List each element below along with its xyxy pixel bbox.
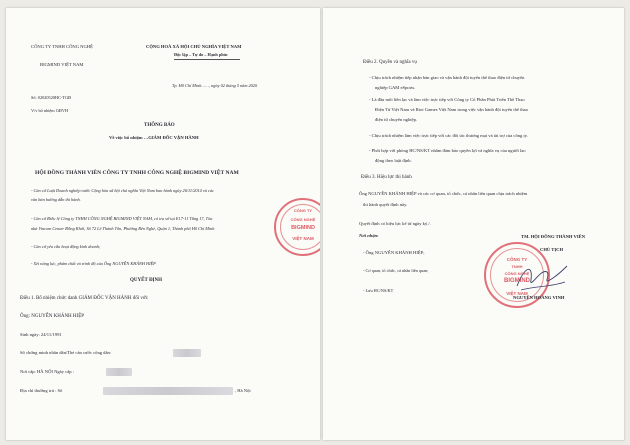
redacted-issue-date [106,368,132,376]
company-name-line2: BIGMIND VIỆT NAM [40,62,84,67]
effect-line-1: Ông NGUYỄN KHÁNH HIỆP và các cơ quan, tổ chức, cá nhân liên quan chịu trách nhiệm [359,191,528,196]
recipient-1: - Ông NGUYỄN KHÁNH HIỆP; [363,250,425,255]
effect-line-3: Quyết định có hiệu lực kể từ ngày ký./. [359,221,431,226]
basis-line-1: - Căn cứ Luật Doanh nghiệp nước Cộng hòa xã hội chủ nghĩa Việt Nam ban hành ngày 26/11/2014 và các [31,188,214,193]
document-page-2 [323,8,624,440]
chairman-signature [511,256,571,298]
article-1: Điều 1. Bổ nhiệm chức danh GIÁM ĐỐC VẬN HÀNH đối với: [20,296,149,301]
company-seal: CÔNG TY TNHH CÔNG NGHỆ BIGMIND VIỆT NAM [484,242,550,308]
decision-title: QUYẾT ĐỊNH [130,278,162,283]
duty-line-3: - Là đầu mối liên lạc và làm việc trực tiếp với Công ty Cổ Phần Phát Triển Thể Thao [369,97,525,102]
duty-line-6: - Chịu trách nhiệm làm việc trực tiếp với các đối tác thương mại và tài trợ của công ty. [369,133,528,138]
board-title: TM. HỘI ĐỒNG THÀNH VIÊN [521,234,586,239]
recipient-3: - Lưu HC/NS/KT [363,288,394,293]
basis-line-2: văn bản hướng dẫn thi hành. [31,197,81,202]
date-of-birth: Sinh ngày: 24/11/1991 [20,332,62,337]
redacted-address [103,387,233,395]
issue-place-label: Nơi cấp: HÀ NỘI Ngày cấp : [20,369,74,374]
nation-header: CỘNG HOÀ XÃ HỘI CHỦ NGHĨA VIỆT NAM [146,44,242,49]
chair-name: NGUYỄN HOÀNG VINH [513,295,565,300]
article-3: Điều 3. Hiệu lực thi hành [361,175,412,180]
notice-title: THÔNG BÁO [144,123,175,128]
document-number: Số: 02020520HC-TGĐ [31,95,72,100]
redacted-id-number [173,349,201,357]
recipients-label: Nơi nhận: [359,233,379,238]
duty-line-1: - Chịu trách nhiệm tiếp nhận bàn giao và vận hành đội tuyển thể thao điện tử chuyên [369,75,525,80]
document-page-1 [6,8,320,440]
motto-underline [174,59,240,60]
place-date: Tp. Hồ Chí Minh……, ngày 02 tháng 5 năm 2020 [172,83,258,88]
company-seal-half: CÔNG TY CÔNG NGHỆ BIGMIND VIỆT NAM [274,198,320,256]
address-tail: , Hà Nội [235,388,251,393]
person-name: Ông: NGUYỄN KHÁNH HIỆP [20,314,85,319]
duty-line-5: điện tử chuyên nghiệp. [375,117,418,122]
basis-line-4: nhà Vincom Center Đồng Khởi, Số 72 Lê Thánh Tôn, Phường Bến Nghé, Quận 1, Thành phố Hồ Chí Minh [31,226,215,231]
notice-subject: Về việc bổ nhiệm …GIÁM ĐỐC VẬN HÀNH [109,135,199,140]
chair-title: CHỦ TỊCH [540,247,564,252]
article-2: Điều 2. Quyền và nghĩa vụ [363,60,417,65]
basis-line-5: - Căn cứ yêu cầu hoạt động kinh doanh; [31,244,101,249]
basis-line-3: - Căn cứ Điều lệ Công ty TNHH CÔNG NGHỆ BIGMIND VIỆT NAM, có trụ sở tại E17-11 Tầng 17, Tòa [31,216,213,221]
recipient-2: - Cơ quan, tổ chức, cá nhân liên quan; [363,268,429,273]
duty-line-7: - Phối hợp với phòng HC/NS/KT nhằm đảm bảo quyền lợi và nghĩa vụ của người lao [369,148,526,153]
nation-motto: Độc lập – Tự do – Hạnh phúc [174,52,228,57]
effect-line-2: thi hành quyết định này. [363,202,408,207]
duty-line-8: động theo luật định. [375,158,412,163]
duty-line-4: Điện Tử Việt Nam và Riot Games Việt Nam trong việc vận hành đội tuyển thể thao [375,107,528,112]
address-label: Địa chỉ thường trú : Số [20,388,63,393]
duty-line-2: nghiệp GAM eSports. [375,85,416,90]
document-subject: V/v bổ nhiệm GĐVH [31,108,69,113]
id-number-label: Số chứng minh nhân dân/Thẻ căn cước công dân: [20,350,112,355]
council-heading: HỘI ĐỒNG THÀNH VIÊN CÔNG TY TNHH CÔNG NGHỆ BIGMIND VIỆT NAM [35,170,239,176]
basis-line-6: - Xét năng lực, phẩm chất và trình độ của Ông NGUYỄN KHÁNH HIỆP [31,261,156,266]
company-name-line1: CÔNG TY TNHH CÔNG NGHỆ [31,44,93,49]
